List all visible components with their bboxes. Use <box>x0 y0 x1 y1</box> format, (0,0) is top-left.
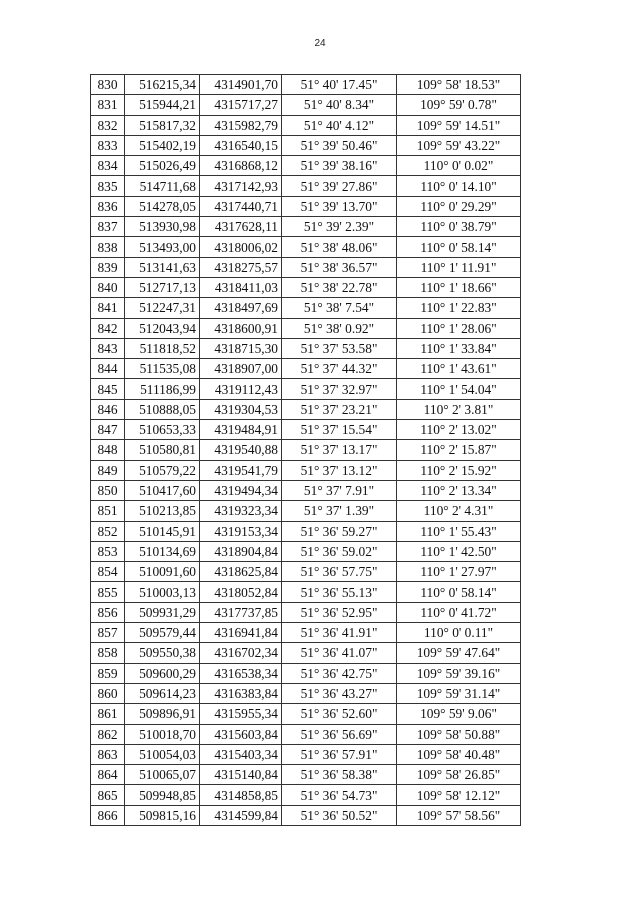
table-row <box>91 176 521 196</box>
x-coordinate-cell: 510134,69 <box>125 541 200 561</box>
latitude-cell: 51° 36' 41.07" <box>282 643 397 663</box>
point-number-cell: 860 <box>91 683 125 703</box>
latitude-cell: 51° 36' 50.52" <box>282 805 397 825</box>
x-coordinate-cell: 515402,19 <box>125 135 200 155</box>
latitude-cell: 51° 37' 53.58" <box>282 338 397 358</box>
longitude-cell: 110° 1' 43.61" <box>397 359 521 379</box>
y-coordinate-cell: 4316868,12 <box>200 156 282 176</box>
point-number-cell: 856 <box>91 602 125 622</box>
table-row <box>91 744 521 764</box>
x-coordinate-cell: 510580,81 <box>125 440 200 460</box>
latitude-cell: 51° 40' 17.45" <box>282 75 397 95</box>
latitude-cell: 51° 36' 41.91" <box>282 623 397 643</box>
table-row <box>91 115 521 135</box>
y-coordinate-cell: 4318625,84 <box>200 562 282 582</box>
longitude-cell: 110° 1' 22.83" <box>397 298 521 318</box>
coordinates-table-body <box>91 75 521 826</box>
point-number-cell: 850 <box>91 480 125 500</box>
y-coordinate-cell: 4318904,84 <box>200 541 282 561</box>
longitude-cell: 109° 58' 40.48" <box>397 744 521 764</box>
longitude-cell: 109° 59' 39.16" <box>397 663 521 683</box>
point-number-cell: 852 <box>91 521 125 541</box>
point-number-cell: 842 <box>91 318 125 338</box>
table-row <box>91 480 521 500</box>
y-coordinate-cell: 4319304,53 <box>200 399 282 419</box>
point-number-cell: 861 <box>91 704 125 724</box>
table-row <box>91 75 521 95</box>
table-row <box>91 562 521 582</box>
latitude-cell: 51° 39' 2.39" <box>282 217 397 237</box>
coordinates-table <box>90 74 521 826</box>
y-coordinate-cell: 4318411,03 <box>200 277 282 297</box>
longitude-cell: 110° 0' 14.10" <box>397 176 521 196</box>
table-row <box>91 95 521 115</box>
table-row <box>91 623 521 643</box>
point-number-cell: 847 <box>91 420 125 440</box>
latitude-cell: 51° 37' 44.32" <box>282 359 397 379</box>
table-row <box>91 399 521 419</box>
x-coordinate-cell: 513493,00 <box>125 237 200 257</box>
point-number-cell: 862 <box>91 724 125 744</box>
table-row <box>91 663 521 683</box>
longitude-cell: 110° 2' 3.81" <box>397 399 521 419</box>
x-coordinate-cell: 515026,49 <box>125 156 200 176</box>
table-row <box>91 602 521 622</box>
longitude-cell: 109° 59' 14.51" <box>397 115 521 135</box>
table-row <box>91 785 521 805</box>
y-coordinate-cell: 4315982,79 <box>200 115 282 135</box>
point-number-cell: 855 <box>91 582 125 602</box>
latitude-cell: 51° 37' 13.12" <box>282 460 397 480</box>
point-number-cell: 859 <box>91 663 125 683</box>
y-coordinate-cell: 4318275,57 <box>200 257 282 277</box>
x-coordinate-cell: 510018,70 <box>125 724 200 744</box>
longitude-cell: 110° 1' 27.97" <box>397 562 521 582</box>
latitude-cell: 51° 39' 50.46" <box>282 135 397 155</box>
x-coordinate-cell: 510091,60 <box>125 562 200 582</box>
point-number-cell: 841 <box>91 298 125 318</box>
longitude-cell: 110° 0' 58.14" <box>397 582 521 602</box>
latitude-cell: 51° 36' 55.13" <box>282 582 397 602</box>
longitude-cell: 110° 2' 13.02" <box>397 420 521 440</box>
x-coordinate-cell: 516215,34 <box>125 75 200 95</box>
longitude-cell: 109° 58' 26.85" <box>397 765 521 785</box>
y-coordinate-cell: 4319112,43 <box>200 379 282 399</box>
longitude-cell: 110° 0' 38.79" <box>397 217 521 237</box>
table-row <box>91 217 521 237</box>
x-coordinate-cell: 510213,85 <box>125 501 200 521</box>
x-coordinate-cell: 509600,29 <box>125 663 200 683</box>
table-row <box>91 156 521 176</box>
latitude-cell: 51° 39' 13.70" <box>282 196 397 216</box>
table-row <box>91 379 521 399</box>
y-coordinate-cell: 4315403,34 <box>200 744 282 764</box>
point-number-cell: 834 <box>91 156 125 176</box>
longitude-cell: 110° 1' 11.91" <box>397 257 521 277</box>
point-number-cell: 848 <box>91 440 125 460</box>
table-row <box>91 196 521 216</box>
x-coordinate-cell: 509815,16 <box>125 805 200 825</box>
y-coordinate-cell: 4314599,84 <box>200 805 282 825</box>
x-coordinate-cell: 513930,98 <box>125 217 200 237</box>
y-coordinate-cell: 4315603,84 <box>200 724 282 744</box>
x-coordinate-cell: 513141,63 <box>125 257 200 277</box>
x-coordinate-cell: 510065,07 <box>125 765 200 785</box>
table-row <box>91 683 521 703</box>
y-coordinate-cell: 4319484,91 <box>200 420 282 440</box>
x-coordinate-cell: 511818,52 <box>125 338 200 358</box>
point-number-cell: 840 <box>91 277 125 297</box>
x-coordinate-cell: 509896,91 <box>125 704 200 724</box>
longitude-cell: 110° 1' 55.43" <box>397 521 521 541</box>
table-row <box>91 237 521 257</box>
point-number-cell: 835 <box>91 176 125 196</box>
table-row <box>91 277 521 297</box>
longitude-cell: 110° 2' 13.34" <box>397 480 521 500</box>
y-coordinate-cell: 4315717,27 <box>200 95 282 115</box>
longitude-cell: 110° 0' 0.11" <box>397 623 521 643</box>
table-row <box>91 805 521 825</box>
x-coordinate-cell: 514278,05 <box>125 196 200 216</box>
table-row <box>91 135 521 155</box>
y-coordinate-cell: 4318006,02 <box>200 237 282 257</box>
x-coordinate-cell: 510145,91 <box>125 521 200 541</box>
point-number-cell: 833 <box>91 135 125 155</box>
y-coordinate-cell: 4316383,84 <box>200 683 282 703</box>
y-coordinate-cell: 4318497,69 <box>200 298 282 318</box>
longitude-cell: 110° 1' 42.50" <box>397 541 521 561</box>
point-number-cell: 857 <box>91 623 125 643</box>
table-row <box>91 440 521 460</box>
x-coordinate-cell: 510003,13 <box>125 582 200 602</box>
longitude-cell: 109° 58' 18.53" <box>397 75 521 95</box>
longitude-cell: 109° 58' 50.88" <box>397 724 521 744</box>
point-number-cell: 866 <box>91 805 125 825</box>
latitude-cell: 51° 36' 56.69" <box>282 724 397 744</box>
latitude-cell: 51° 37' 23.21" <box>282 399 397 419</box>
y-coordinate-cell: 4317628,11 <box>200 217 282 237</box>
y-coordinate-cell: 4319153,34 <box>200 521 282 541</box>
y-coordinate-cell: 4317142,93 <box>200 176 282 196</box>
point-number-cell: 830 <box>91 75 125 95</box>
longitude-cell: 110° 0' 41.72" <box>397 602 521 622</box>
table-row <box>91 704 521 724</box>
table-row <box>91 359 521 379</box>
y-coordinate-cell: 4316941,84 <box>200 623 282 643</box>
latitude-cell: 51° 38' 22.78" <box>282 277 397 297</box>
longitude-cell: 109° 58' 12.12" <box>397 785 521 805</box>
longitude-cell: 110° 2' 15.87" <box>397 440 521 460</box>
y-coordinate-cell: 4319540,88 <box>200 440 282 460</box>
point-number-cell: 851 <box>91 501 125 521</box>
x-coordinate-cell: 510054,03 <box>125 744 200 764</box>
latitude-cell: 51° 38' 0.92" <box>282 318 397 338</box>
latitude-cell: 51° 36' 59.02" <box>282 541 397 561</box>
latitude-cell: 51° 37' 1.39" <box>282 501 397 521</box>
table-row <box>91 318 521 338</box>
x-coordinate-cell: 509579,44 <box>125 623 200 643</box>
latitude-cell: 51° 38' 36.57" <box>282 257 397 277</box>
x-coordinate-cell: 509948,85 <box>125 785 200 805</box>
table-row <box>91 541 521 561</box>
latitude-cell: 51° 37' 15.54" <box>282 420 397 440</box>
longitude-cell: 110° 2' 4.31" <box>397 501 521 521</box>
x-coordinate-cell: 511535,08 <box>125 359 200 379</box>
x-coordinate-cell: 512043,94 <box>125 318 200 338</box>
point-number-cell: 865 <box>91 785 125 805</box>
longitude-cell: 110° 1' 28.06" <box>397 318 521 338</box>
longitude-cell: 110° 1' 18.66" <box>397 277 521 297</box>
y-coordinate-cell: 4316702,34 <box>200 643 282 663</box>
table-row <box>91 765 521 785</box>
point-number-cell: 853 <box>91 541 125 561</box>
latitude-cell: 51° 36' 52.95" <box>282 602 397 622</box>
longitude-cell: 109° 59' 0.78" <box>397 95 521 115</box>
table-row <box>91 501 521 521</box>
point-number-cell: 863 <box>91 744 125 764</box>
table-row <box>91 521 521 541</box>
point-number-cell: 845 <box>91 379 125 399</box>
point-number-cell: 846 <box>91 399 125 419</box>
latitude-cell: 51° 36' 42.75" <box>282 663 397 683</box>
point-number-cell: 839 <box>91 257 125 277</box>
x-coordinate-cell: 512247,31 <box>125 298 200 318</box>
y-coordinate-cell: 4315140,84 <box>200 765 282 785</box>
x-coordinate-cell: 511186,99 <box>125 379 200 399</box>
x-coordinate-cell: 509931,29 <box>125 602 200 622</box>
latitude-cell: 51° 36' 54.73" <box>282 785 397 805</box>
point-number-cell: 836 <box>91 196 125 216</box>
x-coordinate-cell: 510579,22 <box>125 460 200 480</box>
longitude-cell: 110° 0' 29.29" <box>397 196 521 216</box>
latitude-cell: 51° 36' 58.38" <box>282 765 397 785</box>
longitude-cell: 109° 59' 31.14" <box>397 683 521 703</box>
y-coordinate-cell: 4316538,34 <box>200 663 282 683</box>
y-coordinate-cell: 4318600,91 <box>200 318 282 338</box>
latitude-cell: 51° 40' 4.12" <box>282 115 397 135</box>
longitude-cell: 109° 59' 47.64" <box>397 643 521 663</box>
latitude-cell: 51° 40' 8.34" <box>282 95 397 115</box>
latitude-cell: 51° 38' 7.54" <box>282 298 397 318</box>
point-number-cell: 831 <box>91 95 125 115</box>
longitude-cell: 110° 1' 33.84" <box>397 338 521 358</box>
y-coordinate-cell: 4318907,00 <box>200 359 282 379</box>
y-coordinate-cell: 4315955,34 <box>200 704 282 724</box>
table-row <box>91 460 521 480</box>
table-row <box>91 257 521 277</box>
x-coordinate-cell: 512717,13 <box>125 277 200 297</box>
longitude-cell: 109° 59' 9.06" <box>397 704 521 724</box>
table-row <box>91 298 521 318</box>
latitude-cell: 51° 38' 48.06" <box>282 237 397 257</box>
latitude-cell: 51° 39' 38.16" <box>282 156 397 176</box>
y-coordinate-cell: 4319541,79 <box>200 460 282 480</box>
y-coordinate-cell: 4317737,85 <box>200 602 282 622</box>
x-coordinate-cell: 514711,68 <box>125 176 200 196</box>
x-coordinate-cell: 515944,21 <box>125 95 200 115</box>
x-coordinate-cell: 509614,23 <box>125 683 200 703</box>
point-number-cell: 838 <box>91 237 125 257</box>
point-number-cell: 837 <box>91 217 125 237</box>
point-number-cell: 849 <box>91 460 125 480</box>
y-coordinate-cell: 4314858,85 <box>200 785 282 805</box>
latitude-cell: 51° 39' 27.86" <box>282 176 397 196</box>
point-number-cell: 864 <box>91 765 125 785</box>
x-coordinate-cell: 510653,33 <box>125 420 200 440</box>
latitude-cell: 51° 36' 52.60" <box>282 704 397 724</box>
latitude-cell: 51° 36' 59.27" <box>282 521 397 541</box>
table-row <box>91 643 521 663</box>
y-coordinate-cell: 4316540,15 <box>200 135 282 155</box>
latitude-cell: 51° 37' 7.91" <box>282 480 397 500</box>
point-number-cell: 858 <box>91 643 125 663</box>
point-number-cell: 843 <box>91 338 125 358</box>
page-number: 24 <box>314 38 326 49</box>
x-coordinate-cell: 510888,05 <box>125 399 200 419</box>
table-row <box>91 582 521 602</box>
latitude-cell: 51° 37' 13.17" <box>282 440 397 460</box>
longitude-cell: 109° 59' 43.22" <box>397 135 521 155</box>
y-coordinate-cell: 4318052,84 <box>200 582 282 602</box>
longitude-cell: 110° 0' 0.02" <box>397 156 521 176</box>
table-row <box>91 338 521 358</box>
point-number-cell: 854 <box>91 562 125 582</box>
longitude-cell: 110° 1' 54.04" <box>397 379 521 399</box>
latitude-cell: 51° 37' 32.97" <box>282 379 397 399</box>
point-number-cell: 832 <box>91 115 125 135</box>
longitude-cell: 110° 2' 15.92" <box>397 460 521 480</box>
longitude-cell: 109° 57' 58.56" <box>397 805 521 825</box>
point-number-cell: 844 <box>91 359 125 379</box>
table-row <box>91 420 521 440</box>
y-coordinate-cell: 4314901,70 <box>200 75 282 95</box>
latitude-cell: 51° 36' 43.27" <box>282 683 397 703</box>
longitude-cell: 110° 0' 58.14" <box>397 237 521 257</box>
x-coordinate-cell: 515817,32 <box>125 115 200 135</box>
x-coordinate-cell: 510417,60 <box>125 480 200 500</box>
y-coordinate-cell: 4318715,30 <box>200 338 282 358</box>
x-coordinate-cell: 509550,38 <box>125 643 200 663</box>
latitude-cell: 51° 36' 57.75" <box>282 562 397 582</box>
y-coordinate-cell: 4319494,34 <box>200 480 282 500</box>
table-row <box>91 724 521 744</box>
y-coordinate-cell: 4317440,71 <box>200 196 282 216</box>
y-coordinate-cell: 4319323,34 <box>200 501 282 521</box>
latitude-cell: 51° 36' 57.91" <box>282 744 397 764</box>
